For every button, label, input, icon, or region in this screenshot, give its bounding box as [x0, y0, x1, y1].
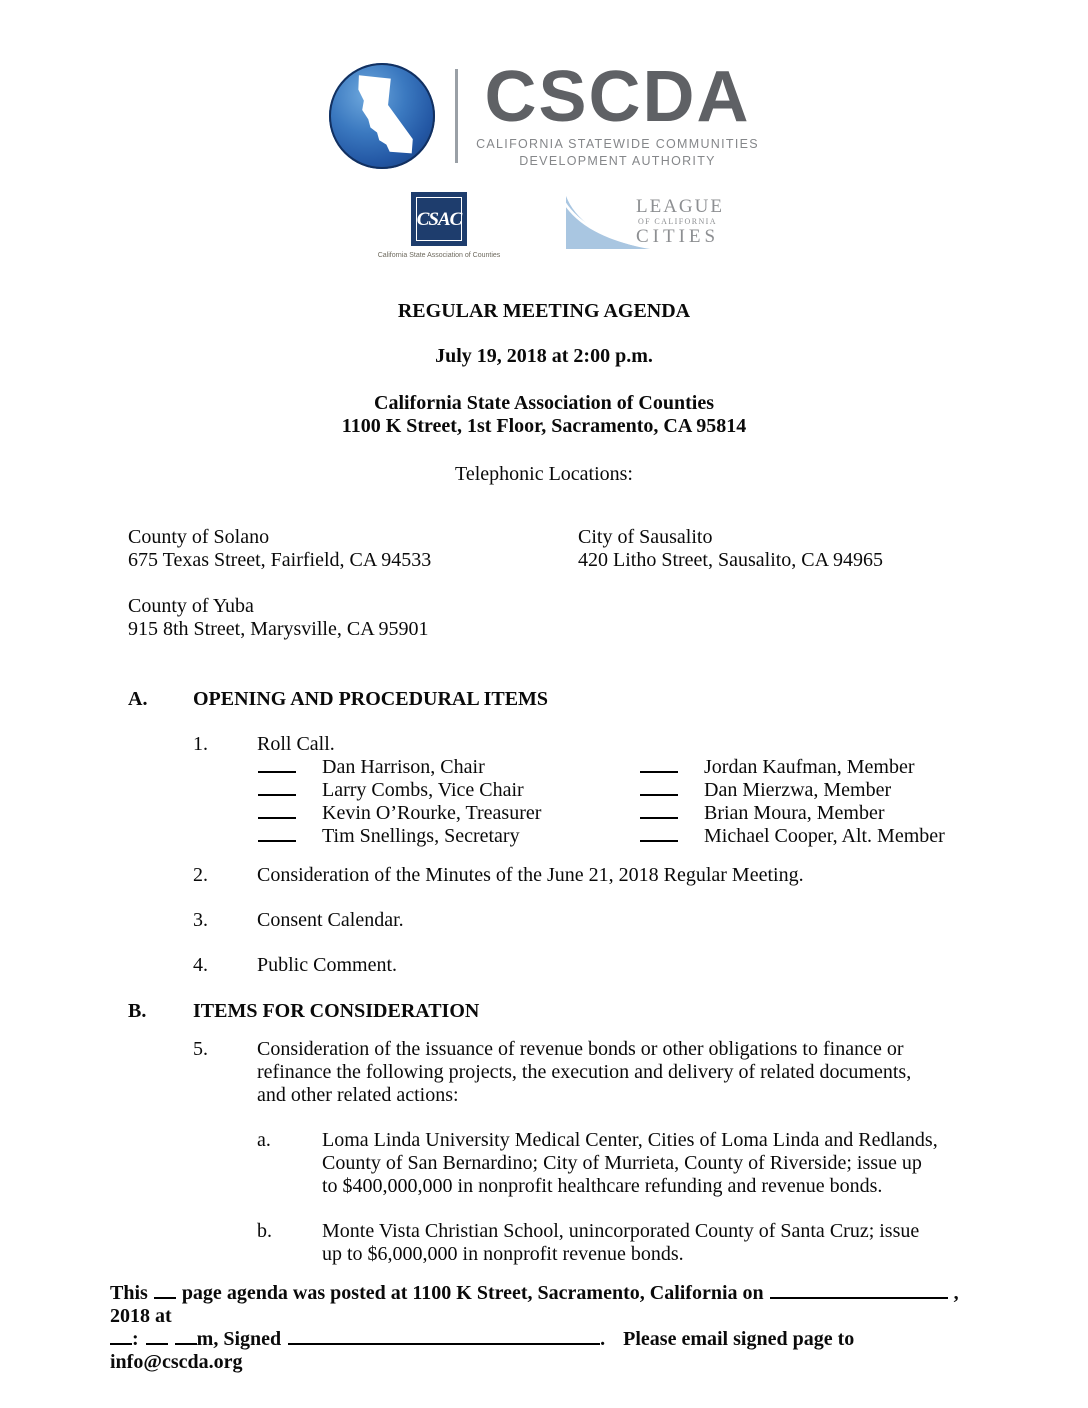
roll-call-blank-line	[258, 758, 296, 773]
location-row	[128, 595, 960, 641]
item-number: 2.	[193, 864, 208, 886]
item-text: Public Comment.	[257, 954, 397, 976]
section-letter: A.	[128, 688, 148, 710]
item-text: Consideration of the Minutes of the June 21, 2018 Regular Meeting.	[257, 864, 804, 886]
footer-line-1	[110, 1282, 980, 1328]
item-number: 5.	[193, 1038, 208, 1060]
logo-divider-line	[455, 69, 458, 163]
agenda-body	[0, 526, 1088, 1266]
location-name: County of Solano	[128, 526, 270, 548]
item-text: Consideration of the issuance of revenue bonds or other obligations to finance or refinance the following projects, the execution and delivery of related documents, and other related actions:	[257, 1038, 912, 1106]
location-address: 915 8th Street, Marysville, CA 95901	[128, 618, 429, 640]
roll-call-row	[128, 756, 960, 779]
csac-square-icon	[411, 192, 467, 246]
meeting-venue	[0, 392, 1088, 438]
roll-call-blank-line	[258, 804, 296, 819]
venue-address: 1100 K Street, 1st Floor, Sacramento, CA 95814	[341, 415, 747, 437]
footer-blank-date	[770, 1284, 948, 1299]
league-line2: OF CALIFORNIA	[638, 217, 717, 226]
footer-text: This	[110, 1282, 148, 1304]
agenda-item-1	[128, 733, 960, 756]
roll-call-name: Kevin O’Rourke, Treasurer	[322, 802, 542, 824]
roll-call-blank-line	[258, 827, 296, 842]
item-number: 4.	[193, 954, 208, 976]
roll-call-name: Larry Combs, Vice Chair	[322, 779, 524, 801]
subitem-letter: b.	[257, 1220, 272, 1242]
section-title: ITEMS FOR CONSIDERATION	[193, 1000, 480, 1022]
location-block	[578, 526, 883, 572]
document-title: REGULAR MEETING AGENDA	[397, 300, 691, 322]
location-name: County of Yuba	[128, 595, 254, 617]
footer-line-2	[110, 1328, 980, 1374]
item-number: 1.	[193, 733, 208, 755]
roll-call-blank-line	[640, 827, 678, 842]
item-number: 3.	[193, 909, 208, 931]
cscda-subtitle-line2: DEVELOPMENT AUTHORITY	[519, 154, 716, 168]
roll-call-row	[128, 802, 960, 825]
subitem-text: Loma Linda University Medical Center, Cities of Loma Linda and Redlands, County of San Bernardino; City of Murrieta, County of Riverside; issue up to $400,000,000 in nonprofit healthcare refunding and revenue bonds.	[322, 1129, 938, 1197]
agenda-subitem-a	[128, 1129, 960, 1198]
league-line1: LEAGUE	[636, 196, 724, 217]
california-globe-icon	[329, 63, 435, 169]
agenda-subitem-b	[128, 1220, 960, 1266]
cscda-acronym: CSCDA	[484, 57, 751, 137]
agenda-item-5	[128, 1038, 960, 1107]
footer-text: :	[132, 1328, 139, 1350]
section-a-heading	[128, 688, 960, 711]
agenda-item-4	[128, 954, 960, 977]
agenda-item-2	[128, 864, 960, 887]
league-of-california-cities-logo	[562, 192, 724, 252]
league-wordmark	[636, 197, 724, 247]
roll-call-name: Jordan Kaufman, Member	[704, 756, 915, 778]
partner-logos	[0, 192, 1088, 260]
location-address: 420 Litho Street, Sausalito, CA 94965	[578, 549, 883, 571]
section-letter: B.	[128, 1000, 147, 1022]
california-state-shape	[346, 72, 418, 160]
footer-blank-hour	[110, 1330, 132, 1345]
roll-call-name: Michael Cooper, Alt. Member	[704, 825, 945, 847]
roll-call-blank-line	[640, 781, 678, 796]
csac-caption: California State Association of Counties	[377, 252, 501, 259]
roll-call-row	[128, 779, 960, 802]
telephonic-locations	[128, 526, 960, 641]
location-row	[128, 526, 960, 572]
roll-call-row	[128, 825, 960, 848]
location-block	[128, 595, 960, 641]
location-name: City of Sausalito	[578, 526, 713, 548]
section-b-heading	[128, 1000, 960, 1023]
footer-text: page agenda was posted at 1100 K Street, Sacramento, California on	[181, 1282, 764, 1304]
agenda-item-3	[128, 909, 960, 932]
roll-call-blank-line	[258, 781, 296, 796]
roll-call-name: Dan Mierzwa, Member	[704, 779, 892, 801]
roll-call-blank-line	[640, 804, 678, 819]
location-address: 675 Texas Street, Fairfield, CA 94533	[128, 549, 432, 571]
section-title: OPENING AND PROCEDURAL ITEMS	[193, 688, 549, 710]
posting-footer	[110, 1282, 980, 1374]
subitem-text: Monte Vista Christian School, unincorporated County of Santa Cruz; issue up to $6,000,000 in nonprofit revenue bonds.	[322, 1220, 920, 1265]
footer-text: .	[600, 1328, 606, 1350]
footer-blank-pages	[154, 1284, 176, 1299]
footer-text: m, Signed	[196, 1328, 282, 1350]
cscda-logo	[0, 0, 1088, 170]
cscda-wordmark	[476, 57, 759, 170]
roll-call-name: Tim Snellings, Secretary	[322, 825, 520, 847]
footer-email-note: Please email signed page to info@cscda.org	[110, 1328, 855, 1373]
footer-blank-signature	[288, 1330, 600, 1345]
footer-text: , 2018 at	[110, 1282, 959, 1327]
item-text: Roll Call.	[257, 733, 335, 755]
item-text: Consent Calendar.	[257, 909, 404, 931]
subitem-letter: a.	[257, 1129, 271, 1151]
footer-blank-minute	[146, 1330, 168, 1345]
roll-call-name: Brian Moura, Member	[704, 802, 885, 824]
footer-blank-ampm	[175, 1330, 197, 1345]
league-line3: CITIES	[636, 226, 720, 247]
roll-call-list	[128, 756, 960, 848]
venue-name: California State Association of Counties	[374, 392, 714, 414]
cscda-subtitle-line1: CALIFORNIA STATEWIDE COMMUNITIES	[476, 137, 759, 151]
meeting-datetime: July 19, 2018 at 2:00 p.m.	[435, 345, 653, 367]
roll-call-blank-line	[640, 758, 678, 773]
telephonic-locations-label: Telephonic Locations:	[455, 463, 633, 485]
csac-logo	[364, 192, 514, 260]
csac-acronym: CSAC	[416, 208, 462, 230]
roll-call-name: Dan Harrison, Chair	[322, 756, 485, 778]
